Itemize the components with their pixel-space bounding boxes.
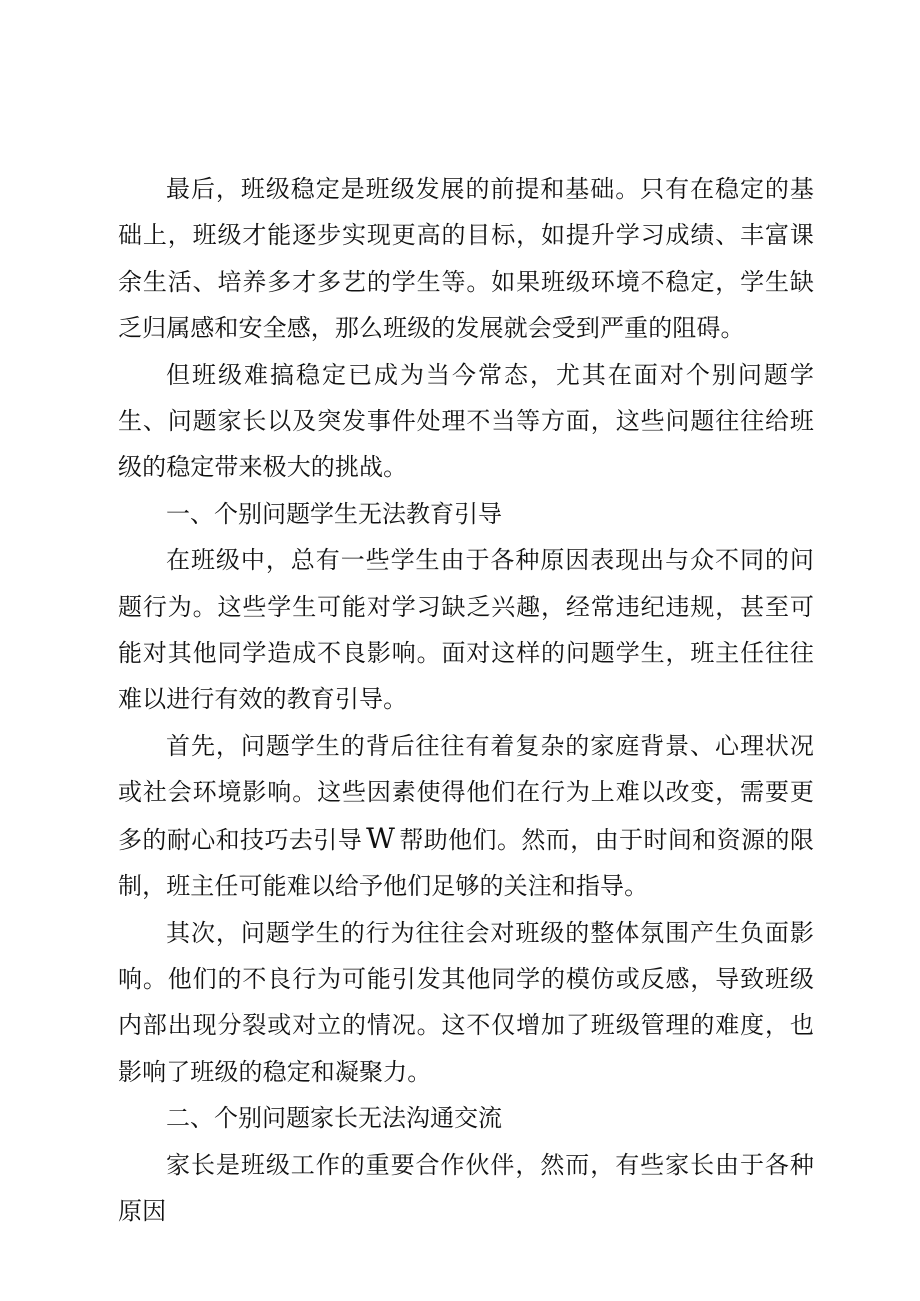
paragraph-second-reason: 其次，问题学生的行为往往会对班级的整体氛围产生负面影响。他们的不良行为可能引发其他同学的模仿或反感，导致班级内部出现分裂或对立的情况。这不仅增加了班级管理的难度，也影响了班级的稳定和凝聚力。 bbox=[118, 918, 814, 1086]
paragraph-parents-intro: 家长是班级工作的重要合作伙伴，然而，有些家长由于各种原因 bbox=[118, 1150, 814, 1225]
paragraph-stability-challenge: 但班级难搞稳定已成为当今常态，尤其在面对个别问题学生、问题家长以及突发事件处理不当等方面，这些问题往往给班级的稳定带来极大的挑战。 bbox=[118, 360, 814, 482]
section-heading-problem-parents: 二、个别问题家长无法沟通交流 bbox=[166, 1104, 502, 1133]
paragraph-first-reason bbox=[118, 723, 814, 910]
paragraph-first-reason-part2: 帮助他们。然而，由于时间和资源的限制，班主任可能难以给予他们足够的关注和指导。 bbox=[118, 825, 815, 901]
paragraph-stability-foundation: 最后，班级稳定是班级发展的前提和基础。只有在稳定的基础上，班级才能逐步实现更高的目标，如提升学习成绩、丰富课余生活、培养多才多艺的学生等。如果班级环境不稳定，学生缺乏归属感和安全感，那么班级的发展就会受到严重的阻碍。 bbox=[118, 175, 814, 343]
body-text bbox=[118, 166, 814, 1234]
section-heading-problem-students: 一、个别问题学生无法教育引导 bbox=[166, 499, 502, 528]
paragraph-first-reason-part1: 首先，问题学生的背后往往有着复杂的家庭背景、心理状况或社会环境影响。这些因素使得他们在行为上难以改变，需要更多的耐心和技巧去引导 bbox=[118, 731, 814, 854]
paragraph-problem-students-intro: 在班级中，总有一些学生由于各种原因表现出与众不同的问题行为。这些学生可能对学习缺乏兴趣，经常违纪违规，甚至可能对其他同学造成不良影响。面对这样的问题学生，班主任往往难以进行有效的教育引导。 bbox=[118, 546, 814, 714]
stray-w-glyph: W bbox=[366, 821, 396, 855]
